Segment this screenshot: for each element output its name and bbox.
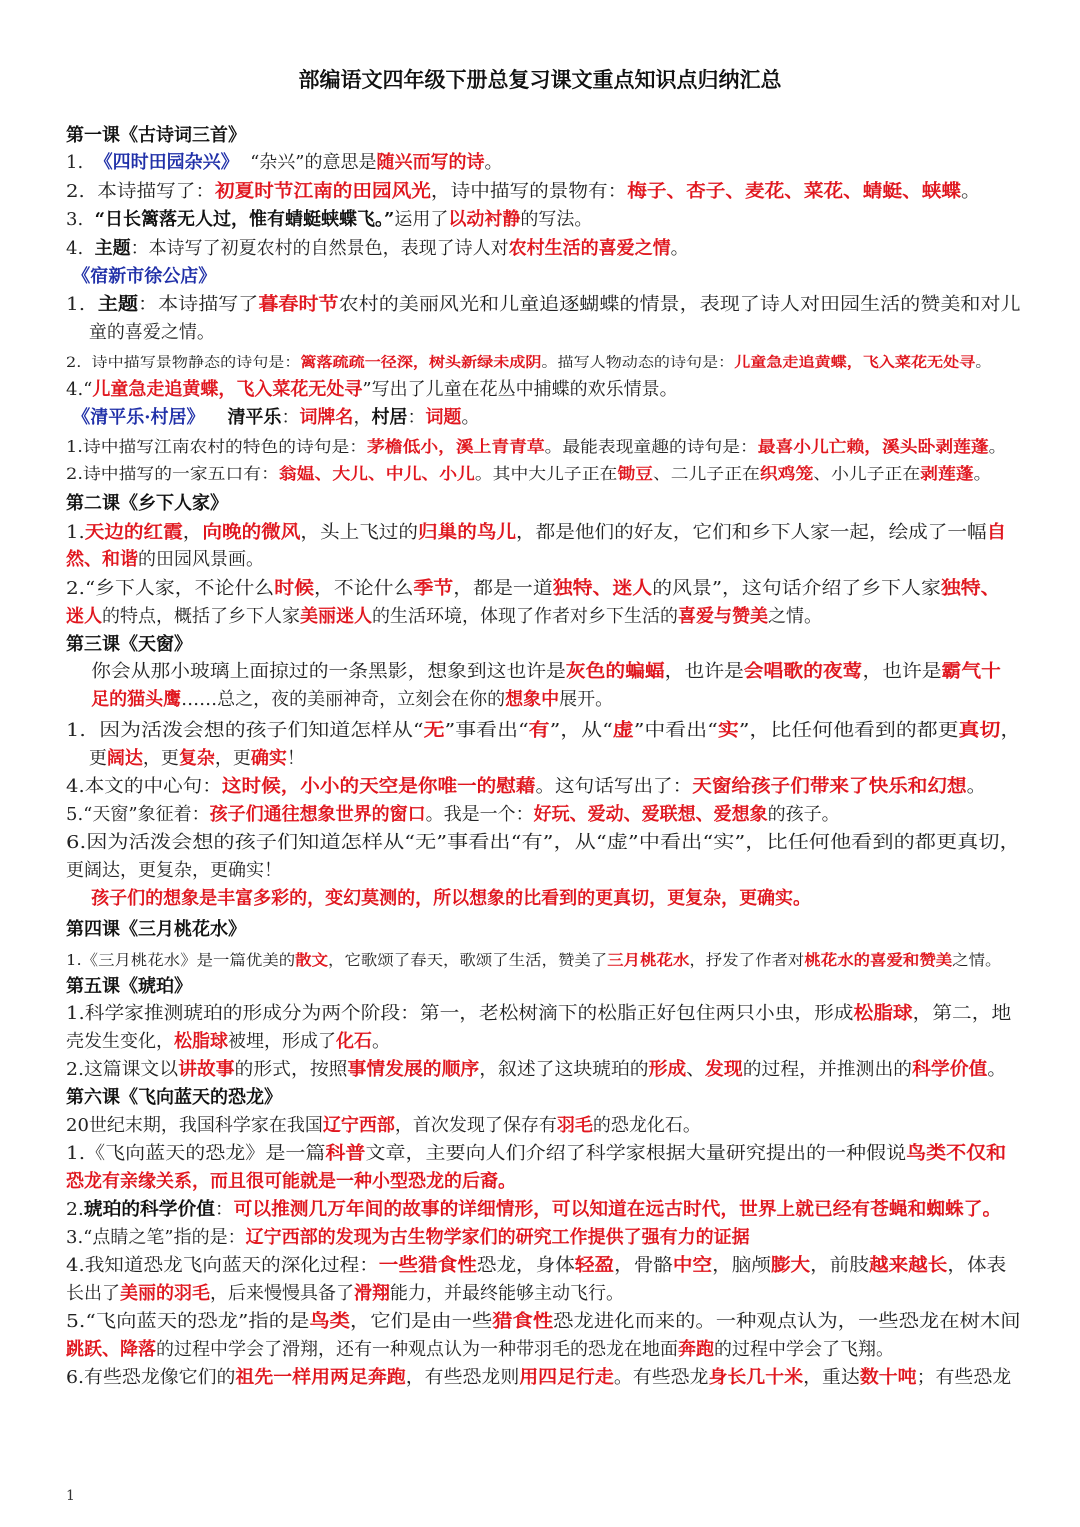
key-point-text: 鸟类不仅和 <box>906 1143 1007 1164</box>
key-point-text: 初夏时节江南的田园风光 <box>215 181 431 202</box>
text-line <box>66 917 246 943</box>
key-point-text: 虚 <box>612 720 634 741</box>
body-text: ，不论什么 <box>313 578 414 599</box>
key-point-text: 归巢的鸟儿 <box>418 522 517 543</box>
body-text: 。有些恐龙 <box>613 1367 709 1388</box>
key-point-text: 暮春时节 <box>258 294 339 315</box>
key-point-text: 儿童急走追黄蝶，飞入菜花无处寻 <box>734 355 976 371</box>
heading-text: 第三课《天窗》 <box>66 634 192 655</box>
body-text: 更阔达，更复杂，更确实！ <box>66 860 282 881</box>
body-text: ，前肢 <box>810 1255 869 1276</box>
body-text: ，它歌颂了春天，歌颂了生活，赞美了 <box>328 951 608 969</box>
text-line <box>66 886 811 912</box>
key-point-text: 剥莲蓬 <box>920 464 974 483</box>
key-point-text: 奔跑 <box>678 1339 714 1360</box>
key-point-text: 松脂球 <box>174 1031 228 1052</box>
key-point-text: 最喜小儿亡赖，溪头卧剥莲蓬 <box>757 437 989 456</box>
heading-text: “日长篱落无人过，惟有蜻蜓蛱蝶飞。” <box>94 209 395 230</box>
page-number: 1 <box>66 1488 75 1504</box>
key-point-text: 孩子们通往想象世界的窗口 <box>209 804 426 825</box>
heading-text: 第五课《琥珀》 <box>66 976 192 997</box>
body-text: 被埋，形成了 <box>228 1031 336 1052</box>
text-line <box>66 659 1001 685</box>
key-point-text: 茅檐低小，溪上青青草 <box>367 437 545 456</box>
key-point-text: 想象中 <box>505 689 560 710</box>
key-point-text: 随兴而写的诗 <box>376 152 485 173</box>
body-text: 你会从那小玻璃上面掠过的一条黑影，想象到这也许是 <box>66 661 566 682</box>
body-text: 2.“乡下人家，不论什么 <box>66 578 275 599</box>
body-text: 1.科学家推测琥珀的形成分为两个阶段：第一，老松树滴下的松脂正好包住两只小虫，形成 <box>66 1003 854 1024</box>
body-text: 的孩子。 <box>767 804 840 825</box>
body-text: 1.诗中描写江南农村的特色的诗句是： <box>66 437 368 456</box>
text-line <box>66 264 216 290</box>
text-line <box>66 947 1001 973</box>
text-line <box>66 632 192 658</box>
text-line <box>66 320 215 346</box>
key-point-text: 霸气十 <box>941 661 1001 682</box>
heading-text: 村居 <box>371 407 408 428</box>
body-text: 之情。 <box>768 606 822 627</box>
body-text: 壳发生变化， <box>66 1031 174 1052</box>
body-text: 5.“飞向蓝天的恐龙”指的是 <box>66 1311 310 1332</box>
body-text: ，有些恐龙则 <box>405 1367 520 1388</box>
text-line <box>66 207 592 233</box>
body-text: ， <box>1000 720 1022 741</box>
key-point-text: 灰色的蝙蝠 <box>565 661 665 682</box>
body-text <box>205 407 228 428</box>
text-line <box>66 150 502 176</box>
key-point-text: 一些猎食性 <box>378 1255 477 1276</box>
body-text: ，首次发现了保存有 <box>394 1115 557 1136</box>
body-text: ！ <box>286 748 305 769</box>
body-text: 。 <box>461 407 480 428</box>
text-line <box>66 1113 701 1139</box>
text-line <box>66 830 1021 856</box>
key-point-text: 散文 <box>295 951 329 969</box>
text-line <box>66 1309 1021 1335</box>
document-title: 部编语文四年级下册总复习课文重点知识点归纳汇总 <box>298 67 782 92</box>
body-text: ……总之，夜的美丽神奇，立刻会在你的 <box>181 689 506 710</box>
body-text: 。 <box>960 181 981 202</box>
key-point-text: 真切 <box>958 720 1001 741</box>
body-text: ， <box>182 522 203 543</box>
body-text: ，它们是由一些 <box>349 1311 493 1332</box>
body-text: 、二儿子正在 <box>652 464 760 483</box>
text-line <box>66 746 305 772</box>
body-text: 恐龙进化而来的。一种观点认为，一些恐龙在树木间 <box>553 1311 1021 1332</box>
key-point-text: 数十吨 <box>859 1367 917 1388</box>
body-text: 。其中大儿子正在 <box>474 464 618 483</box>
heading-text: 第四课《三月桃花水》 <box>66 919 246 940</box>
body-text: 、 <box>686 1059 706 1080</box>
body-text: 。 <box>966 776 987 797</box>
body-text: 。 <box>988 437 1007 456</box>
body-text: 运用了 <box>394 209 449 230</box>
text-line <box>66 802 840 828</box>
body-text: 。 <box>973 464 992 483</box>
body-text: 。 <box>372 1031 390 1052</box>
key-point-text: 形成 <box>648 1059 687 1080</box>
body-text: ，都是他们的好友，它们和乡下人家一起，绘成了一幅 <box>516 522 987 543</box>
body-text: 3. <box>66 209 95 230</box>
body-text: 童的喜爱之情。 <box>66 322 215 343</box>
text-line <box>66 974 192 1000</box>
body-text: ；有些恐龙 <box>916 1367 1012 1388</box>
body-text: 20世纪末期，我国科学家在我国 <box>66 1115 323 1136</box>
text-line <box>66 1085 282 1111</box>
heading-text: 第二课《乡下人家》 <box>66 493 228 514</box>
text-line <box>66 604 822 630</box>
key-point-text: 篱落疏疏一径深，树头新绿未成阴 <box>300 355 542 371</box>
key-point-text: 阔达 <box>106 748 143 769</box>
body-text: 的过程，并推测出的 <box>742 1059 913 1080</box>
key-point-text: 确实 <box>250 748 287 769</box>
key-point-text: 膨大 <box>770 1255 811 1276</box>
text-line <box>66 858 282 884</box>
body-text: ，诗中描写的景物有： <box>430 181 628 202</box>
body-text: ： <box>281 407 300 428</box>
body-text: 2.诗中描写的一家五口有： <box>66 464 279 483</box>
text-line <box>66 461 991 487</box>
text-line <box>66 520 1006 546</box>
heading-text: 主题 <box>97 294 139 315</box>
text-line <box>66 687 613 713</box>
key-point-text: 好玩、爱动、爱联想、爱想象 <box>533 804 768 825</box>
body-text: 的过程中学会了飞翔。 <box>714 1339 894 1360</box>
key-point-text: 三月桃花水 <box>607 951 690 969</box>
key-point-text: 鸟类 <box>309 1311 350 1332</box>
body-text: 。 <box>987 1059 1007 1080</box>
text-line <box>66 1253 1006 1279</box>
body-text: 文章，主要向人们介绍了科学家根据大量研究提出的一种假说 <box>365 1143 907 1164</box>
key-point-text: 独特、迷人 <box>552 578 653 599</box>
key-point-text: 科普 <box>325 1143 366 1164</box>
body-text: 6.有些恐龙像它们的 <box>66 1367 236 1388</box>
text-line <box>66 576 1001 602</box>
key-point-text: 天窗给孩子们带来了快乐和幻想 <box>692 776 967 797</box>
body-text: ，脑颅 <box>712 1255 771 1276</box>
key-point-text: 复杂 <box>178 748 215 769</box>
key-point-text: 词牌名 <box>299 407 354 428</box>
body-text: ， <box>353 407 372 428</box>
key-point-text: 滑翔 <box>354 1283 390 1304</box>
key-point-text: 会唱歌的夜莺 <box>743 661 863 682</box>
key-point-text: 用四足行走 <box>519 1367 614 1388</box>
key-point-text: 事情发展的顺序 <box>347 1059 480 1080</box>
body-text: ，也许是 <box>862 661 942 682</box>
text-line <box>66 1337 894 1363</box>
key-point-text: 足的猫头鹰 <box>66 689 182 710</box>
key-point-text: 松脂球 <box>853 1003 913 1024</box>
body-text: 。 <box>484 152 503 173</box>
key-point-text: 辽宁西部 <box>322 1115 395 1136</box>
body-text: 2. <box>66 1199 84 1220</box>
text-line <box>66 350 991 376</box>
text-line <box>66 491 228 517</box>
key-point-text: 季节 <box>413 578 454 599</box>
text-line <box>66 377 678 403</box>
text-line <box>66 1225 750 1251</box>
body-text: 。最能表现童趣的诗句是： <box>544 437 758 456</box>
body-text: 的生活环境，体现了作者对乡下生活的 <box>372 606 678 627</box>
heading-text: 第六课《飞向蓝天的恐龙》 <box>66 1087 282 1108</box>
body-text: 长出了 <box>66 1283 120 1304</box>
text-line <box>66 405 479 431</box>
body-text: ，都是一道 <box>453 578 553 599</box>
body-text: 。 <box>670 238 689 259</box>
key-point-text: 有 <box>528 720 550 741</box>
body-text: 2.这篇课文以 <box>66 1059 179 1080</box>
key-point-text: 喜爱与赞美 <box>678 606 768 627</box>
text-line <box>66 718 1021 744</box>
body-text: ： <box>407 407 426 428</box>
body-text: ，头上飞过的 <box>300 522 419 543</box>
body-text: 。 <box>975 355 992 371</box>
key-point-text: 无 <box>423 720 445 741</box>
text-line <box>66 1365 1011 1391</box>
body-text: 1. <box>66 152 95 173</box>
text-line <box>66 547 264 573</box>
body-text: 能力，并最终能够主动飞行。 <box>390 1283 624 1304</box>
body-text: 4.“ <box>66 379 93 400</box>
key-point-text: 讲故事 <box>178 1059 235 1080</box>
body-text: 的形式，按照 <box>234 1059 348 1080</box>
body-text: 1.《三月桃花水》是一篇优美的 <box>66 951 296 969</box>
body-text: 2. 诗中描写景物静态的诗句是： <box>66 355 301 371</box>
text-line <box>66 236 689 262</box>
body-text: 6.因为活泼会想的孩子们知道怎样从“无”事看出“有”，从“虚”中看出“实”，比任何他看到的都更真切， <box>66 832 1021 853</box>
key-point-text: 梅子、杏子、麦花、菜花、蜻蜓、蛱蝶 <box>627 181 961 202</box>
key-point-text: 向晚的微风 <box>202 522 301 543</box>
body-text: ，更 <box>142 748 179 769</box>
poem-title-text: 《四时田园杂兴》 <box>94 152 239 173</box>
text-line <box>66 179 981 205</box>
text-line <box>66 1197 1001 1223</box>
key-point-text: 然、和谐 <box>66 549 138 570</box>
body-text: ”，比任何他看到的都更 <box>738 720 959 741</box>
body-text: 4. <box>66 238 95 259</box>
text-line <box>66 774 986 800</box>
text-line <box>66 1057 1006 1083</box>
body-text: ，第二，地 <box>912 1003 1012 1024</box>
key-point-text: 以动衬静 <box>448 209 521 230</box>
key-point-text: 迷人 <box>66 606 102 627</box>
body-text: 的田园风景画。 <box>138 549 264 570</box>
key-point-text: 桃花水的喜爱和赞美 <box>804 951 953 969</box>
key-point-text: 农村生活的喜爱之情 <box>508 238 671 259</box>
body-text: ”，从“ <box>549 720 613 741</box>
key-point-text: 猎食性 <box>492 1311 554 1332</box>
body-text: ”事看出“ <box>444 720 529 741</box>
body-text: ，重达 <box>803 1367 860 1388</box>
key-point-text: 织鸡笼 <box>759 464 814 483</box>
body-text: ，骨骼 <box>614 1255 673 1276</box>
text-line <box>66 1141 1006 1167</box>
body-text: 5.“天窗”象征着： <box>66 804 210 825</box>
body-text: ： <box>214 1199 234 1220</box>
poem-title-text: 《宿新市徐公店》 <box>66 266 217 287</box>
key-point-text: 儿童急走追黄蝶，飞入菜花无处寻 <box>92 379 363 400</box>
body-text: 。描写人物动态的诗句是： <box>541 355 735 371</box>
key-point-text: 化石 <box>336 1031 372 1052</box>
key-point-text: 科学价值 <box>912 1059 988 1080</box>
body-text: 3.“点睛之笔”指的是： <box>66 1227 246 1248</box>
key-point-text: 这时候，小小的天空是你唯一的慰藉 <box>221 776 536 797</box>
body-text: ”中看出“ <box>633 720 718 741</box>
body-text: ，更 <box>214 748 251 769</box>
key-point-text: 孩子们的想象是丰富多彩的，变幻莫测的，所以想象的比看到的更真切，更复杂，更确实。 <box>66 888 812 909</box>
text-line <box>66 1169 516 1195</box>
key-point-text: 中空 <box>672 1255 713 1276</box>
key-point-text: 越来越长 <box>868 1255 948 1276</box>
poem-title-text: 《清平乐·村居》 <box>66 407 205 428</box>
body-text: 之情。 <box>952 951 1002 969</box>
body-text: “杂兴”的意思是 <box>238 152 377 173</box>
body-text: 1. 因为活泼会想的孩子们知道怎样从“ <box>66 720 424 741</box>
heading-text: 琥珀的科学价值 <box>83 1199 215 1220</box>
body-text: 、小儿子正在 <box>813 464 921 483</box>
body-text: 展开。 <box>559 689 614 710</box>
body-text: ：本诗写了初夏农村的自然景色，表现了诗人对 <box>130 238 509 259</box>
body-text: 的过程中学会了滑翔，还有一种观点认为一种带羽毛的恐龙在地面 <box>156 1339 678 1360</box>
body-text: ，也许是 <box>664 661 744 682</box>
body-text: 的特点，概括了乡下人家 <box>102 606 300 627</box>
heading-text: 清平乐 <box>227 407 282 428</box>
key-point-text: 独特、 <box>940 578 1001 599</box>
body-text: 恐龙，身体 <box>476 1255 575 1276</box>
body-text: 2. 本诗描写了： <box>66 181 216 202</box>
text-line <box>66 1029 390 1055</box>
key-point-text: 可以推测几万年间的故事的详细情形，可以知道在远古时代，世界上就已经有苍蝇和蜘蛛了。 <box>233 1199 1002 1220</box>
body-text: 的写法。 <box>520 209 593 230</box>
body-text: ”写出了儿童在花丛中捕蝶的欢乐情景。 <box>362 379 678 400</box>
key-point-text: 实 <box>717 720 739 741</box>
key-point-text: 祖先一样用两足奔跑 <box>235 1367 406 1388</box>
body-text: ，叙述了这块琥珀的 <box>479 1059 649 1080</box>
body-text: 1. <box>66 294 98 315</box>
key-point-text: 跳跃、降落 <box>66 1339 156 1360</box>
key-point-text: 词题 <box>425 407 462 428</box>
key-point-text: 身长几十米 <box>708 1367 804 1388</box>
body-text: 1.《飞向蓝天的恐龙》是一篇 <box>66 1143 326 1164</box>
key-point-text: 时候 <box>274 578 314 599</box>
text-line <box>66 1281 624 1307</box>
key-point-text: 发现 <box>705 1059 743 1080</box>
body-text: 的恐龙化石。 <box>592 1115 701 1136</box>
body-text: ：本诗描写了 <box>138 294 259 315</box>
heading-text: 第一课《古诗词三首》 <box>66 125 246 146</box>
body-text: ，后来慢慢具备了 <box>210 1283 354 1304</box>
key-point-text: 自 <box>986 522 1007 543</box>
body-text: 4.本文的中心句： <box>66 776 222 797</box>
key-point-text: 天边的红霞 <box>84 522 183 543</box>
text-line <box>66 123 246 149</box>
body-text: 。这句话写出了： <box>535 776 693 797</box>
body-text: 更 <box>66 748 107 769</box>
body-text: 农村的美丽风光和儿童追逐蝴蝶的情景，表现了诗人对田园生活的赞美和对儿 <box>338 294 1021 315</box>
body-text: 1. <box>66 522 85 543</box>
text-line <box>66 292 1021 318</box>
key-point-text: 恐龙有亲缘关系，而且很可能就是一种小型恐龙的后裔。 <box>66 1171 516 1192</box>
body-text: ，体表 <box>947 1255 1007 1276</box>
body-text: 4.我知道恐龙飞向蓝天的深化过程： <box>66 1255 379 1276</box>
text-line <box>66 434 1006 460</box>
text-line <box>66 1001 1011 1027</box>
key-point-text: 轻盈 <box>574 1255 615 1276</box>
key-point-text: 锄豆 <box>617 464 653 483</box>
body-text: 的风景”，这句话介绍了乡下人家 <box>652 578 941 599</box>
key-point-text: 美丽迷人 <box>300 606 372 627</box>
body-text: ，抒发了作者对 <box>689 951 805 969</box>
body-text: 。我是一个： <box>425 804 534 825</box>
key-point-text: 辽宁西部的发现为古生物学家们的研究工作提供了强有力的证据 <box>245 1227 750 1248</box>
key-point-text: 羽毛 <box>556 1115 593 1136</box>
key-point-text: 翁媪、大儿、中儿、小儿 <box>278 464 475 483</box>
heading-text: 主题 <box>94 238 131 259</box>
key-point-text: 美丽的羽毛 <box>120 1283 210 1304</box>
